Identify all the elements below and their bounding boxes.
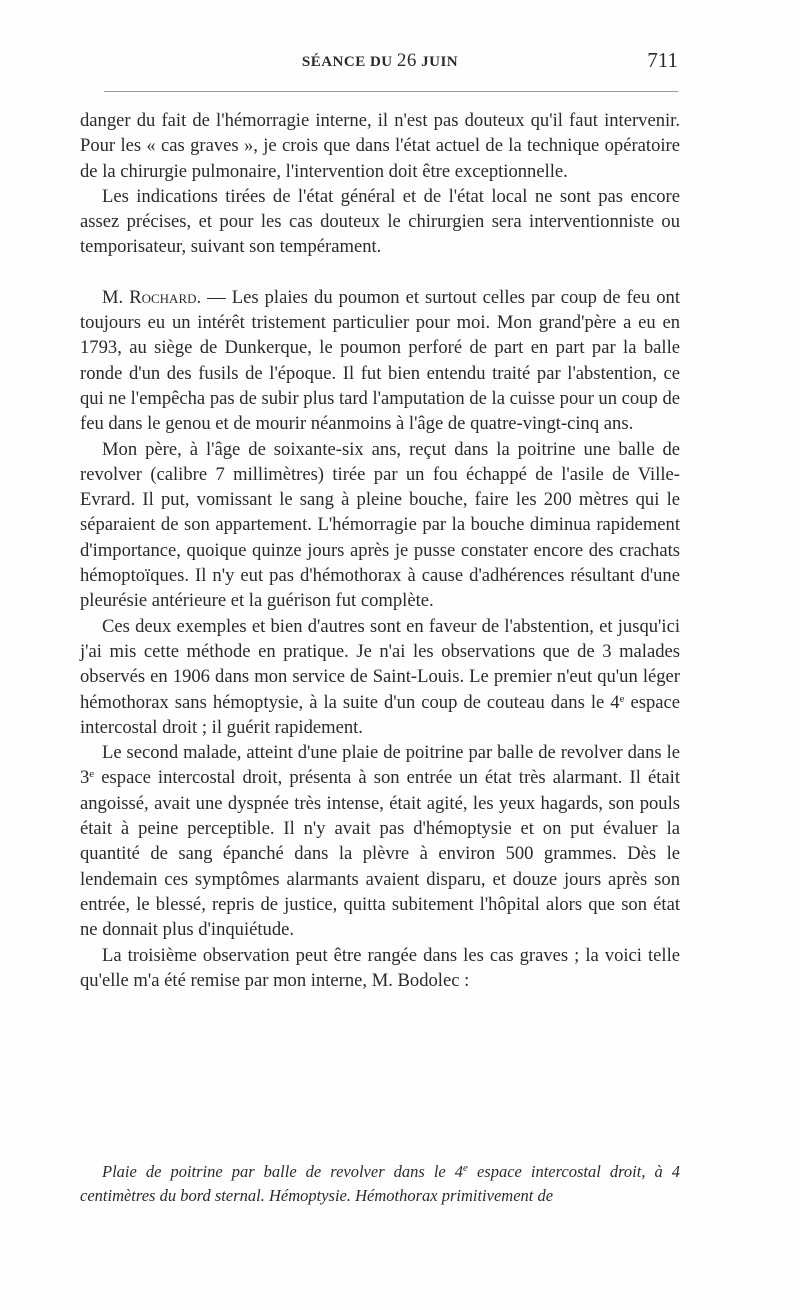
paragraph-6-text-b: espace intercostal droit, présenta à son entrée un état très alarmant. Il était angoissé, avait une dyspnée très intense, était agité, les yeux hagards, son pouls était à peine perceptible. Il n'y avait pas d'hémoptysie et on put évaluer la quantité de sang épanché dans la plèvre à environ 500 grammes. Dès le lendemain ces symptômes alarmants avaient disparu, et douze jours après son entrée, le blessé, repris de justice, quitta subitement l'hôpital alors que son état ne donnait plus d'inquiétude. xyxy=(80,767,680,941)
paragraph-3-text: — Les plaies du poumon et surtout celles par coup de feu ont toujours eu un intérêt tristement particulier pour moi. Mon grand'père a eu en 1793, au siège de Dunkerque, le poumon perforé de part en part par la balle ronde d'un des fusils de l'époque. Il fut bien entendu traité par l'abstention, ce qui ne l'empêcha pas de subir plus tard l'amputation de la cuisse pour un coup de feu dans le genou et de mourir néanmoins à l'âge de quatre-vingt-cinq ans. xyxy=(80,286,680,435)
caption-text-b: espace intercostal droit, à 4 centimètres du bord sternal. Hémoptysie. Hémothorax primitivement de xyxy=(80,1162,680,1205)
paragraph-6-text-a: Le second malade, atteint d'une plaie de poitrine par balle de revolver dans le 3 xyxy=(80,742,680,789)
paragraph-6-sup: e xyxy=(89,768,95,781)
running-header xyxy=(80,50,680,76)
paragraph-5-text-a: Ces deux exemples et bien d'autres sont en faveur de l'abstention, et jusqu'ici j'ai mis cette méthode en pratique. Je n'ai les observations que de 3 malades observés en 1906 dans mon service de Saint-Louis. Le premier n'eut qu'un léger hémothorax sans hémoptysie, à la suite d'un coup de couteau dans le 4 xyxy=(80,615,680,713)
paragraph-7: La troisième observation peut être rangée dans les cas graves ; la voici telle qu'elle m'a été remise par mon interne, M. Bodolec : xyxy=(80,944,680,991)
caption-text-a: Plaie de poitrine par balle de revolver dans le 4 xyxy=(102,1162,464,1181)
speaker-name: Rochard. xyxy=(129,286,202,308)
caption-sup: e xyxy=(463,1162,468,1174)
paragraph-5 xyxy=(80,614,680,740)
paragraph-3 xyxy=(80,285,680,437)
header-title-day: 26 xyxy=(396,50,417,71)
header-title-prefix: SÉANCE DU xyxy=(301,54,393,70)
paragraph-1: danger du fait de l'hémorragie interne, il n'est pas douteux qu'il faut intervenir. Pour les « cas graves », je crois que dans l'état actuel de la technique opératoire de la chirurgie pulmonaire, l'intervention doit être exceptionnelle. xyxy=(80,110,680,182)
paragraph-5-text-b: espace intercostal droit ; il guérit rapidement. xyxy=(80,691,680,738)
speaker-prefix: M. xyxy=(102,286,124,308)
header-title xyxy=(80,50,680,72)
paragraph-4: Mon père, à l'âge de soixante-six ans, reçut dans la poitrine une balle de revolver (calibre 7 millimètres) tirée par un fou échappé de l'asile de Ville-Evrard. Il put, vomissant le sang à pleine bouche, faire les 200 mètres qui le séparaient de son appartement. L'hémorragie par la bouche diminua rapidement d'importance, quoique quinze jours après je pusse constater encore des crachats hémoptoïques. Il n'y eut pas d'hémothorax à cause d'adhérences résultant d'une pleurésie antérieure et la guérison fut complète. xyxy=(80,438,680,612)
caption-text xyxy=(80,1160,680,1208)
paragraph-6 xyxy=(80,740,680,942)
header-rule xyxy=(104,91,678,92)
paragraph-5-sup: e xyxy=(619,692,625,705)
body-text xyxy=(80,108,680,993)
header-title-month: JUIN xyxy=(421,54,459,70)
observation-caption xyxy=(80,1160,680,1208)
page-number: 711 xyxy=(647,48,678,72)
paragraph-2: Les indications tirées de l'état général et de l'état local ne sont pas encore assez précises, et pour les cas douteux le chirurgien sera interventionniste ou temporisateur, suivant son tempérament. xyxy=(80,185,680,258)
